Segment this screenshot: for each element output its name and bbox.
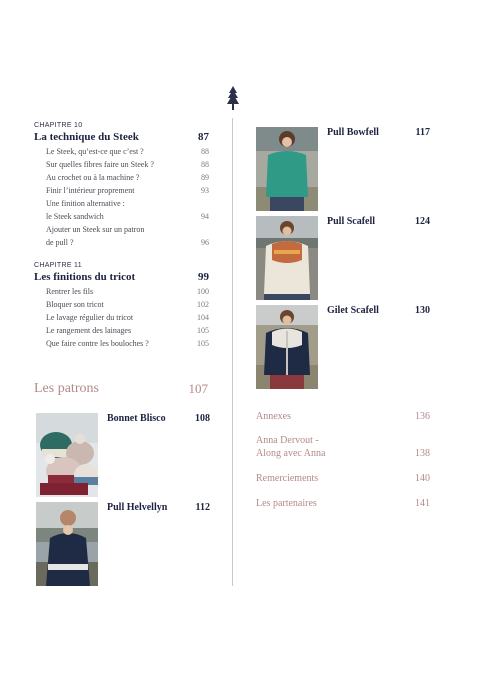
toc-item-page: 88 — [201, 147, 209, 156]
chapter-11-label: CHAPITRE 11 — [34, 262, 82, 269]
toc-item-page: 105 — [197, 339, 209, 348]
section-page-patterns: 107 — [188, 381, 208, 396]
annex-item-partenaires-page: 141 — [415, 498, 430, 509]
toc-item-page: 93 — [201, 186, 209, 195]
pattern-pull-bowfell-title[interactable]: Pull Bowfell — [327, 127, 379, 138]
toc-item[interactable]: Au crochet ou à la machine ? — [46, 173, 140, 182]
pull-helvellyn-photo — [36, 502, 98, 586]
toc-item-page: 105 — [197, 326, 209, 335]
toc-item[interactable]: Ajouter un Steek sur un patron — [46, 225, 145, 234]
pattern-gilet-scafell-title[interactable]: Gilet Scafell — [327, 305, 379, 316]
annex-item-partenaires[interactable]: Les partenaires — [256, 498, 317, 509]
toc-item-page: 89 — [201, 173, 209, 182]
toc-item-page: 94 — [201, 212, 209, 221]
chapter-10-label: CHAPITRE 10 — [34, 122, 83, 129]
toc-item[interactable]: le Steek sandwich — [46, 212, 104, 221]
toc-item[interactable]: Rentrer les fils — [46, 287, 94, 296]
toc-item[interactable]: Finir l’intérieur proprement — [46, 186, 135, 195]
pattern-bonnet-blisco-title[interactable]: Bonnet Blisco — [107, 413, 166, 424]
section-title-patterns[interactable]: Les patrons — [34, 381, 99, 396]
toc-item-page: 102 — [197, 300, 209, 309]
pattern-pull-helvellyn-title[interactable]: Pull Helvellyn — [107, 502, 168, 513]
toc-item[interactable]: Bloquer son tricot — [46, 300, 104, 309]
chapter-10-page: 87 — [198, 131, 209, 143]
toc-item[interactable]: Le Steek, qu’est-ce que c’est ? — [46, 147, 144, 156]
chapter-11-page: 99 — [198, 271, 209, 283]
annex-item-anna-dervout[interactable]: Anna Dervout - — [256, 435, 319, 446]
pattern-pull-helvellyn-page: 112 — [195, 502, 210, 513]
toc-item-page: 100 — [197, 287, 209, 296]
toc-item[interactable]: Le lavage régulier du tricot — [46, 313, 134, 322]
annex-item-anna-dervout-line2[interactable]: Along avec Anna — [256, 448, 326, 459]
toc-item-page: 96 — [201, 238, 209, 247]
chapter-10-title[interactable]: La technique du Steek — [34, 131, 139, 143]
annex-item-remerciements[interactable]: Remerciements — [256, 473, 319, 484]
gilet-scafell-photo — [256, 305, 318, 389]
chapter-11-title[interactable]: Les finitions du tricot — [34, 271, 136, 283]
pine-tree-icon — [226, 86, 240, 112]
annex-item-remerciements-page: 140 — [415, 473, 430, 484]
toc-item-page: 104 — [197, 313, 209, 322]
pattern-bonnet-blisco-page: 108 — [195, 413, 210, 424]
toc-item[interactable]: de pull ? — [46, 238, 74, 247]
toc-item[interactable]: Sur quelles fibres faire un Steek ? — [46, 160, 154, 169]
toc-item[interactable]: Le rangement des lainages — [46, 326, 132, 335]
toc-item[interactable]: Que faire contre les bouloches ? — [46, 339, 149, 348]
pull-bowfell-photo — [256, 127, 318, 211]
annex-item-annexes[interactable]: Annexes — [256, 411, 291, 422]
toc-item-page: 88 — [201, 160, 209, 169]
pattern-pull-scafell-title[interactable]: Pull Scafell — [327, 216, 376, 227]
pattern-gilet-scafell-page: 130 — [415, 305, 430, 316]
column-divider — [232, 118, 233, 586]
pattern-pull-bowfell-page: 117 — [415, 127, 430, 138]
annex-item-anna-dervout-page: 138 — [415, 448, 430, 459]
pattern-pull-scafell-page: 124 — [415, 216, 430, 227]
annex-item-annexes-page: 136 — [415, 411, 430, 422]
bonnet-blisco-photo — [36, 413, 98, 497]
pull-scafell-photo — [256, 216, 318, 300]
toc-item[interactable]: Une finition alternative : — [46, 199, 125, 208]
